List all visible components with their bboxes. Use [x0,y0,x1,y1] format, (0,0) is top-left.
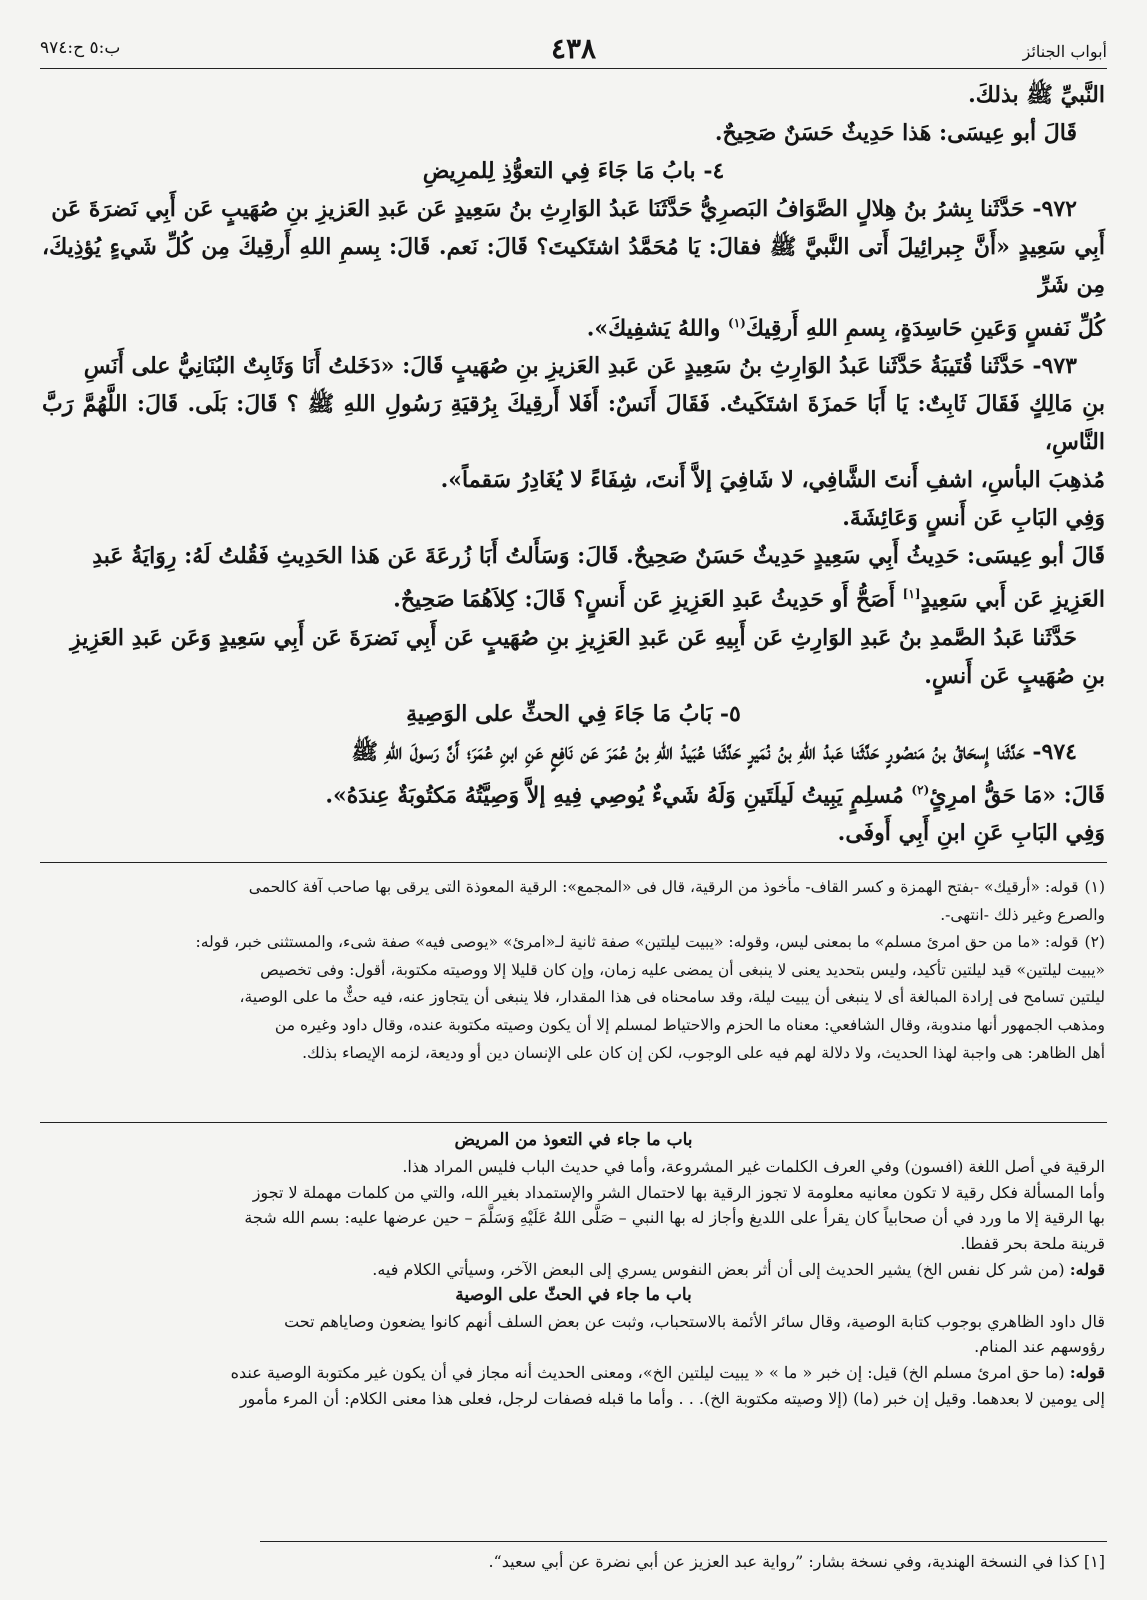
text-span: مُسلِمٍ يَبِيتُ لَيلَتَينِ وَلَهُ شَيءٌ يُوصِي فِيهِ إلاَّ وَصِيَّتُهُ مَكتُوبَةٌ عِندَهُ». [325,781,912,808]
header-rule [40,68,1107,69]
note-1-line1 [42,874,1105,902]
commentary-line: الرقية في أصل اللغة (افسون) وفي العرف الكلمات غير المشروعة، وأما في حديث الباب فليس المراد هذا. [402,1156,1105,1176]
commentary-heading-1: باب ما جاء في التعوذ من المريض [454,1130,693,1150]
commentary-line: رؤوسهم عند المنام. [974,1337,1105,1357]
text-span: العَزِيزِ عَن أَبي سَعِيدٍ [920,586,1105,613]
note-2-line4: ومذهب الجمهور أنها مندوبة، وقال الشافعي: معناه ما الحزم والاحتياط لمسلم إلا أن يكون وصيته مكتوبة عنده، وقال داود وغيره من [274,1015,1105,1034]
text-span: قوله: «ما من حق امرئ مسلم» ما بمعنى ليس، وقوله: «يبيت ليلتين» صفة ثانية لـ«امرئ» «يوصى فيه» صفة شىء، والمستثنى خبر، قوله: [195,933,1079,952]
text-line: النَّبيِّ ﷺ بذلكَ. [968,82,1105,108]
hadith-972-line3 [42,304,1105,347]
text-line: بنِ صُهَيبٍ عَن أَنسٍ. [924,662,1105,689]
hadith-973-line1: ٩٧٣- حَدَّثَنا قُتَيبَةُ حَدَّثَنا عَبدُ الوَارِثِ بنُ سَعِيدٍ عَن عَبدِ العَزيزِ بنِ صُهَيبٍ قَالَ: «دَخَلتُ أَنَا وَثَابِتٌ البُنَانِيُّ على أَنَسِ [83,353,1077,380]
text-span: كُلِّ نَفسٍ وَعَينِ حَاسِدَةٍ، بِسمِ اللهِ أَرقِيكَ [745,315,1105,342]
commentary-line: إلى يومين لا بعدهما. وقيل إن خبر (ما) (إلا وصيته مكتوبة الخ). . . وأما ما قبله فصفات لرجل، فعلى هذا معنى الكلام: أن المرء مأمور [239,1388,1105,1408]
footnote-text: كذا في النسخة الهندية، وفي نسخة بشار: ”رواية عبد العزيز عن أبي نضرة عن أبي سعيد“. [488,1552,1084,1571]
hadith-973-line2: بنِ مَالِكٍ فَقَالَ ثَابِتٌ: يَا أَبَا حَمزَةَ اشتَكَيتُ. فَقَالَ أَنَسٌ: أَفَلا أَرقِيكَ بِرُقيَةِ رَسُولِ اللهِ ﷺ ؟ قَالَ: بَلَى. قَالَ: اللَّهُمَّ رَبَّ النَّاسِ، [42,391,1105,456]
hadith-972-line2: أَبِي سَعِيدٍ «أَنَّ جِبرائِيلَ أَتى النَّبيَّ ﷺ فقالَ: يَا مُحَمَّدُ اشتَكيتَ؟ قَالَ: نَعم. قَالَ: بِسمِ اللهِ أَرقِيكَ مِن كُلِّ شَيءٍ يُؤذِيكَ، مِن شَرِّ [42,234,1105,298]
hadith-973-line3: مُذهِبَ البأسِ، اشفِ أَنتَ الشَّافِي، لا شَافِيَ إلاَّ أَنتَ، شِفَاءً لا يُغَادِرُ سَقماً». [440,467,1105,494]
commentary [42,1128,1105,1412]
footnote-ref: [١] [902,587,921,602]
chapter-title: أبواب الجنائز [1022,42,1107,61]
notes-divider [40,862,1107,863]
text-span: (من شر كل نفس الخ) يشير الحديث إلى أن أثر بعض النفوس يسري إلى البعض الآخر، وسيأتي الكلام فيه. [372,1259,1070,1279]
hadith-974-line2 [42,771,1105,814]
page-number: ٤٣٨ [550,32,597,65]
commentary-line: قال داود الظاهري بوجوب كتابة الوصية، وقال سائر الأئمة بالاستحباب، وثبت عن بعض السلف أنهم كانوا يضعون وصاياهم تحت [284,1311,1105,1331]
commentary-line [42,1257,1105,1283]
footnote-number: [١] [1083,1552,1105,1571]
note-1-line2: والصرع وغير ذلك -انتهى-. [940,905,1105,924]
text-line [42,575,1105,618]
text-span: (ما حق امرئ مسلم الخ) قيل: إن خبر « ما » « يبيت ليلتين الخ»، ومعنى الحديث أنه مجاز في أن يكون غير مكتوبة الوصية عنده [230,1363,1070,1383]
margin-notes [42,874,1105,1067]
text-line: قَالَ أبو عِيسَى: حَدِيثُ أَبِي سَعِيدٍ حَدِيثٌ حَسَنٌ صَحِيحٌ. قَالَ: وَسَأَلتُ أَبَا زُرعَةَ عَن هَذا الحَدِيثِ فَقُلتُ لَهُ: رِوَايَةُ عَبدِ [92,543,1105,570]
note-2-line1 [42,929,1105,957]
commentary-divider [40,1122,1107,1123]
note-number: (١) [1084,878,1105,896]
hadith-972-line1: ٩٧٢- حَدَّثَنا بِشرُ بنُ هِلالٍ الصَّوَافُ البَصرِيُّ حَدَّثَنَا عَبدُ الوَارِثِ بنُ سَعِيدٍ عَن عَبدِ العَزيزِ بنِ صُهَيبٍ عَن أَبِي نَضرَةَ عَن [51,196,1077,222]
footnote-ref: (٢) [911,782,930,797]
text-span: أَصَحُّ أَو حَدِيثُ عَبدِ العَزِيزِ عَن أَنسٍ؟ قَالَ: كِلاَهُمَا صَحِيحٌ. [393,586,903,613]
page-header [40,28,1107,68]
note-2-line3: ليلتين تسامح فى إرادة المبالغة أى لا ينبغى أن يبيت ليلة، وقد سامحناه فى هذا المقدار، فلا ينبغى أن يتجاوز عنه، فيه حثٌّ ما على الوصية، [239,988,1105,1007]
section-heading-5: ٥- بَابُ مَا جَاءَ فِي الحثِّ على الوَصِيةِ [406,700,741,727]
footnote [42,1548,1105,1576]
text-span: قوله: «أرقيك» -بفتح الهمزة و كسر القاف- مأخوذ من الرقية، قال فى «المجمع»: الرقية المعوذة التى يرقى بها صاحب آفة كالحمى [248,878,1079,896]
note-2-line2: «يبيت ليلتين» قيد ليلتين تأكيد، وليس بتحديد يعنى لا ينبغى أن يمضى عليه زمان، وإن كان قليلا إلا ووصيته مكتوبة، أقول: وفى تخصيص [260,960,1105,979]
text-span: قَالَ: «مَا حَقُّ امرِئٍ [929,781,1105,808]
text-span: واللهُ يَشفِيكَ». [586,315,729,342]
footnote-divider [260,1541,1107,1542]
commentary-line: بها الرقية إلا ما ورد في أن صحابياً كان يقرأ على اللديغ وأجاز له بها النبي – صَلَّى اللهُ عَلَيْهِ وَسَلَّمَ – حين عرضها عليه: بسم الله شجة [244,1208,1105,1228]
chapter-reference: ب:٥ ح:٩٧٤ [40,38,121,58]
commentary-line [42,1360,1105,1386]
section-heading-4: ٤- بابُ مَا جَاءَ فِي التعوُّذِ لِلمرِيضِ [422,158,725,184]
note-2-line5: أهل الظاهر: هى واجبة لهذا الحديث، ولا دلالة لهم فيه على الوجوب، لكن إن كان على الإنسان دين أو وديعة، لزمه الإيصاء بذلك. [302,1043,1105,1062]
footnote-ref: (١) [728,316,746,330]
text-line: وَفِي البَابِ عَن أَنسٍ وَعَائِشَةَ. [842,505,1105,532]
commentary-line: وأما المسألة فكل رقية لا تكون معانيه معلومة لا تجوز الرقية بها لاحتمال الشر والإستمداد بغير الله، والتي من كلمات مهملة لا تجوز [252,1182,1105,1202]
text-line: حَدَّثَنا عَبدُ الصَّمدِ بنُ عَبدِ الوَارِثِ عَن أَبِيهِ عَن عَبدِ العَزِيزِ بنِ صُهَيبٍ عَن أَبِي نَضرَةَ عَن أَبِي سَعِيدٍ وَعَن عَبدِ العَزِيزِ [70,624,1077,651]
text-line: وَفِي البَابِ عَنِ ابنِ أَبِي أَوفَى. [837,819,1105,846]
text-line: قَالَ أبو عِيسَى: هَذا حَدِيثٌ حَسَنٌ صَحِيحٌ. [714,120,1077,146]
label: قوله: [1069,1363,1105,1383]
label: قوله: [1069,1259,1105,1279]
commentary-heading-2: باب ما جاء في الحثّ على الوصية [455,1284,692,1305]
commentary-line: قرينة ملحة بحر قفطا. [960,1234,1105,1254]
note-number: (٢) [1084,933,1105,952]
hadith-974-line1: ٩٧٤- حَدَّثَنا إِسحَاقُ بنُ مَنصُورٍ حَدَّثَنا عَبدُ اللهِ بنُ نُمَيرٍ حَدَّثَنا عُبَيدُ اللهِ بنُ عُمَرَ عَن نَافِعٍ عَنِ ابنِ عُمَرَ؛ أَنَّ رَسولَ اللهِ ﷺ [351,738,1077,765]
main-text [42,76,1105,852]
